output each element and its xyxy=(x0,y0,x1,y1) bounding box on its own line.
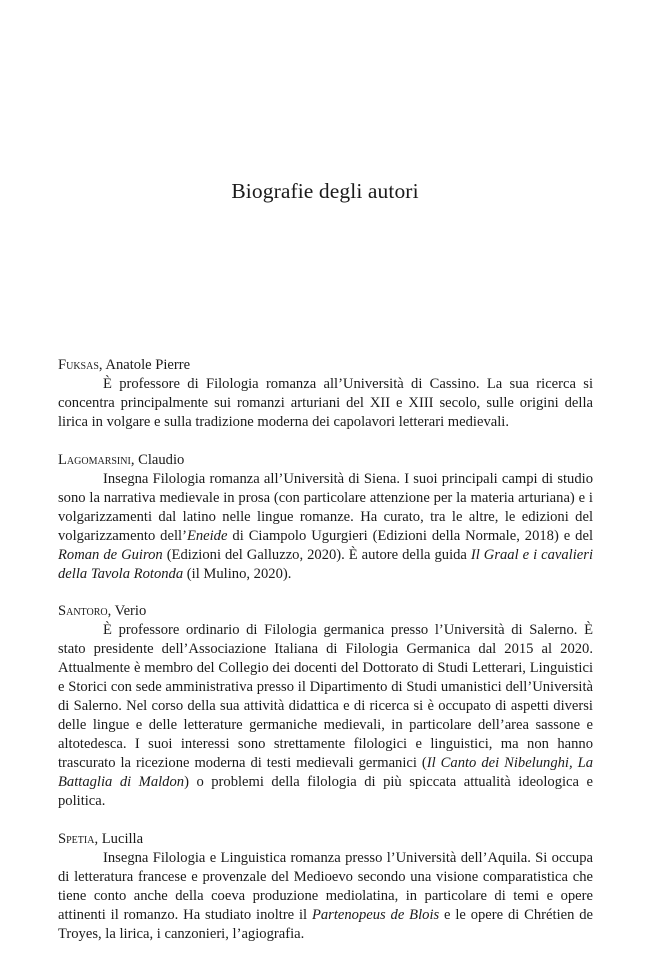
author-bio xyxy=(58,470,593,584)
italic-title: Partenopeus de Blois xyxy=(311,906,440,923)
bio-text: di Ciampolo Ugurgieri (Edizioni della Normale, 2018) e del xyxy=(227,527,594,544)
bio-text: È professore di Filologia romanza all’Università di Cassino. La sua ricerca si concentra principalmente sui romanzi arturiani del XII e XIII secolo, sulle origini della lirica in volgare e sulla tradizione moderna dei capolavori letterari medievali. xyxy=(58,376,593,430)
author-name: Santoro, Verio xyxy=(58,603,147,619)
italic-title: Il Canto dei Nibelunghi, La Battaglia di Maldon xyxy=(58,755,594,790)
biography-entry xyxy=(58,830,593,944)
bio-text: (Edizioni del Galluzzo, 2020). È autore della guida xyxy=(162,546,471,563)
biography-entry xyxy=(58,356,593,432)
author-biographies xyxy=(58,356,593,962)
italic-title: Eneide xyxy=(186,527,228,544)
italic-title: Il Graal e i cavalieri della Tavola Rotonda xyxy=(58,546,594,582)
bio-text: (il Mulino, 2020). xyxy=(183,565,292,582)
bio-text: È professore ordinario di Filologia germanica presso l’Università di Salerno. È stato presidente dell’Associazione Italiana di Filologia Germanica dal 2015 al 2020. Attualmente è membro del Collegio dei docenti del Dottorato di Studi Letterari, Linguistici e Storici con sede amministrativa presso il Dipartimento di Studi umanistici dell’Università di Salerno. Nel corso della sua attività didattica e di ricerca si è occupato di aspetti diversi delle lingue e delle letterature germaniche medievali, in particolare dell’area sassone e altotedesca. I suoi interessi sono strettamente filologici e linguistici, ma non hanno trascurato la ricezione moderna di testi medievali germanici ( xyxy=(58,622,593,771)
italic-title: Roman de Guiron xyxy=(58,546,163,563)
author-surname: Lagomarsini xyxy=(58,451,131,468)
biography-entry xyxy=(58,602,593,811)
author-bio xyxy=(58,375,593,432)
author-given-name: Claudio xyxy=(138,451,185,468)
author-name: Lagomarsini, Claudio xyxy=(58,451,185,468)
bio-text: e le opere di Chrétien de Troyes, la lirica, i canzonieri, l’agiografia. xyxy=(58,906,594,942)
author-bio xyxy=(58,621,593,811)
bio-text: Insegna Filologia romanza all’Università di Siena. I suoi principali campi di studio sono la narrativa medievale in prosa (con particolare attenzione per la materia arturiana) e i volgarizzamenti dal latino nelle lingue romanze. Ha curato, tra le altre, le edizioni del volgarizzamento dell’ xyxy=(58,470,593,544)
biography-entry xyxy=(58,451,593,584)
author-bio xyxy=(58,849,593,944)
bio-text: ) o problemi della filologia di più spiccata attualità ideologica e politica. xyxy=(58,774,593,809)
author-surname: Santoro xyxy=(58,603,108,619)
author-surname: Fuksas xyxy=(58,357,99,373)
author-given-name: Verio xyxy=(114,603,147,619)
bio-text: Insegna Filologia e Linguistica romanza presso l’Università dell’Aquila. Si occupa di letteratura francese e provenzale del Medioevo secondo una visione comparatistica che tiene conto anche della coeva produzione mediolatina, in particolare di temi e opere attinenti il romanzo. Ha studiato inoltre il xyxy=(58,849,593,923)
author-given-name: Lucilla xyxy=(101,830,144,847)
author-given-name: Anatole Pierre xyxy=(105,357,191,373)
page-title: Biografie degli autori xyxy=(231,179,419,203)
author-surname: Spetia xyxy=(58,830,95,847)
author-name: Spetia, Lucilla xyxy=(58,830,144,847)
author-name: Fuksas, Anatole Pierre xyxy=(58,357,191,373)
